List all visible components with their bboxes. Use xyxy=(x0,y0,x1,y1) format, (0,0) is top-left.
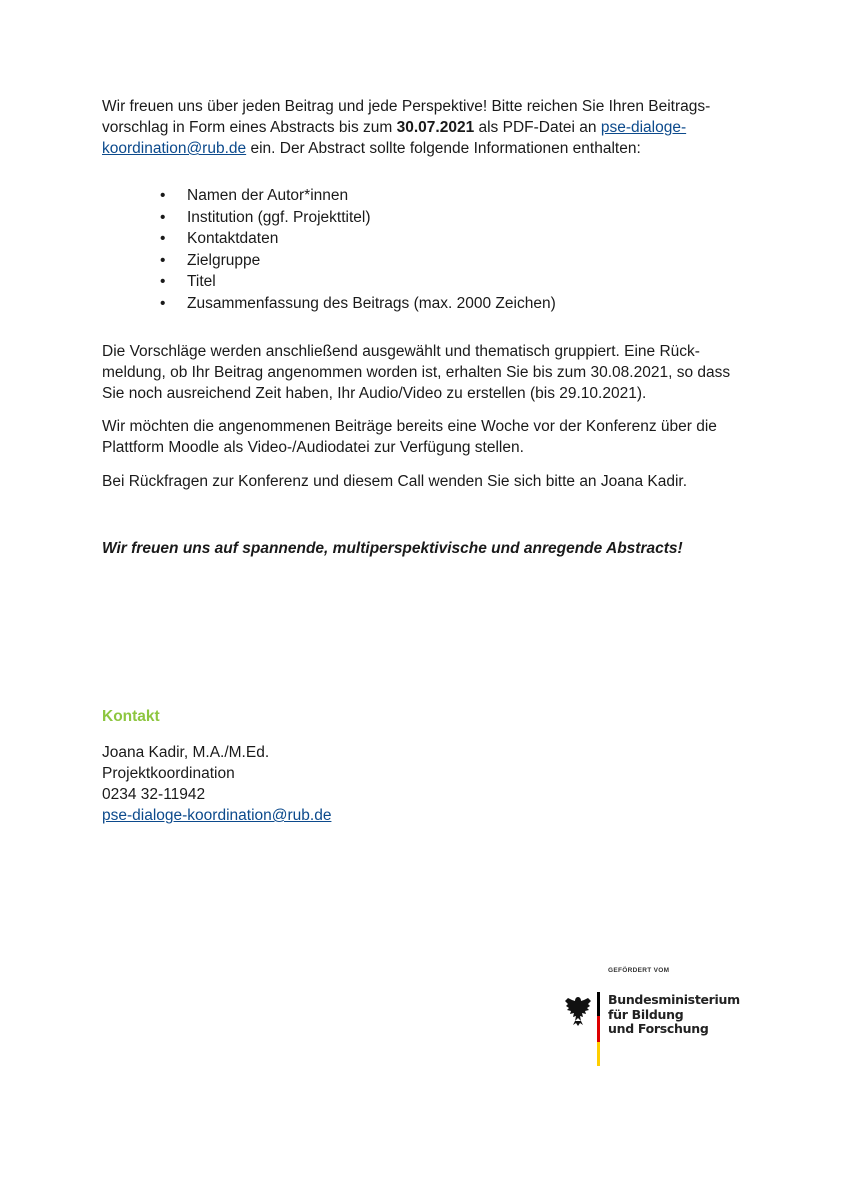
moodle-paragraph: Wir möchten die angenommenen Beiträge bereits eine Woche vor der Konferenz über die Plattform Moodle als Video-/Audiodatei zur Verfügung stellen. xyxy=(102,418,717,456)
german-flag-stripe xyxy=(597,992,600,1066)
deadline: 30.07.2021 xyxy=(396,119,475,136)
intro-text-2: als PDF-Datei an xyxy=(474,119,601,136)
list-item: • Titel xyxy=(160,271,556,293)
ministry-line: und Forschung xyxy=(608,1021,709,1036)
list-item: • Zusammenfassung des Beitrags (max. 2000 Zeichen) xyxy=(160,293,556,315)
ministry-name xyxy=(608,993,740,1037)
contact-email-link[interactable]: pse-dialoge-koordination@rub.de xyxy=(102,807,332,824)
requirements-list xyxy=(160,185,556,315)
contact-role: Projektkoordination xyxy=(102,765,235,782)
list-item: • Institution (ggf. Projekttitel) xyxy=(160,207,556,229)
funder-logo xyxy=(563,965,763,1075)
intro-text-3: ein. Der Abstract sollte folgende Informationen enthalten: xyxy=(246,140,641,157)
intro-paragraph xyxy=(102,96,742,159)
selection-paragraph: Die Vorschläge werden anschließend ausgewählt und thematisch gruppiert. Eine Rück-meldung, ob Ihr Beitrag angenommen worden ist, erhalten Sie bis zum 30.08.2021, so dass Sie noch ausreichend Zeit haben, Ihr Audio/Video zu erstellen (bis 29.10.2021). xyxy=(102,343,731,402)
list-item: • Namen der Autor*innen xyxy=(160,185,556,207)
submission-email-link[interactable]: pse-dialoge-koordination@rub.de xyxy=(102,119,687,157)
contact-block xyxy=(102,742,331,826)
list-item: • Zielgruppe xyxy=(160,250,556,272)
ministry-line: für Bildung xyxy=(608,1006,684,1022)
list-item: • Kontaktdaten xyxy=(160,228,556,250)
funder-label: GEFÖRDERT VOM xyxy=(608,967,670,974)
contact-name: Joana Kadir, M.A./M.Ed. xyxy=(102,744,270,761)
intro-text-1: Wir freuen uns über jeden Beitrag und jede Perspektive! Bitte reichen Sie Ihren Beitrags-vorschlag in Form eines Abstracts bis zum xyxy=(102,98,711,136)
federal-eagle-icon xyxy=(563,995,593,1027)
ministry-line: Bundesministerium xyxy=(608,992,740,1007)
closing-statement: Wir freuen uns auf spannende, multiperspektivische und anregende Abstracts! xyxy=(102,540,683,557)
contact-phone: 0234 32-11942 xyxy=(102,786,206,803)
questions-paragraph: Bei Rückfragen zur Konferenz und diesem Call wenden Sie sich bitte an Joana Kadir. xyxy=(102,473,688,490)
contact-heading: Kontakt xyxy=(102,708,160,725)
